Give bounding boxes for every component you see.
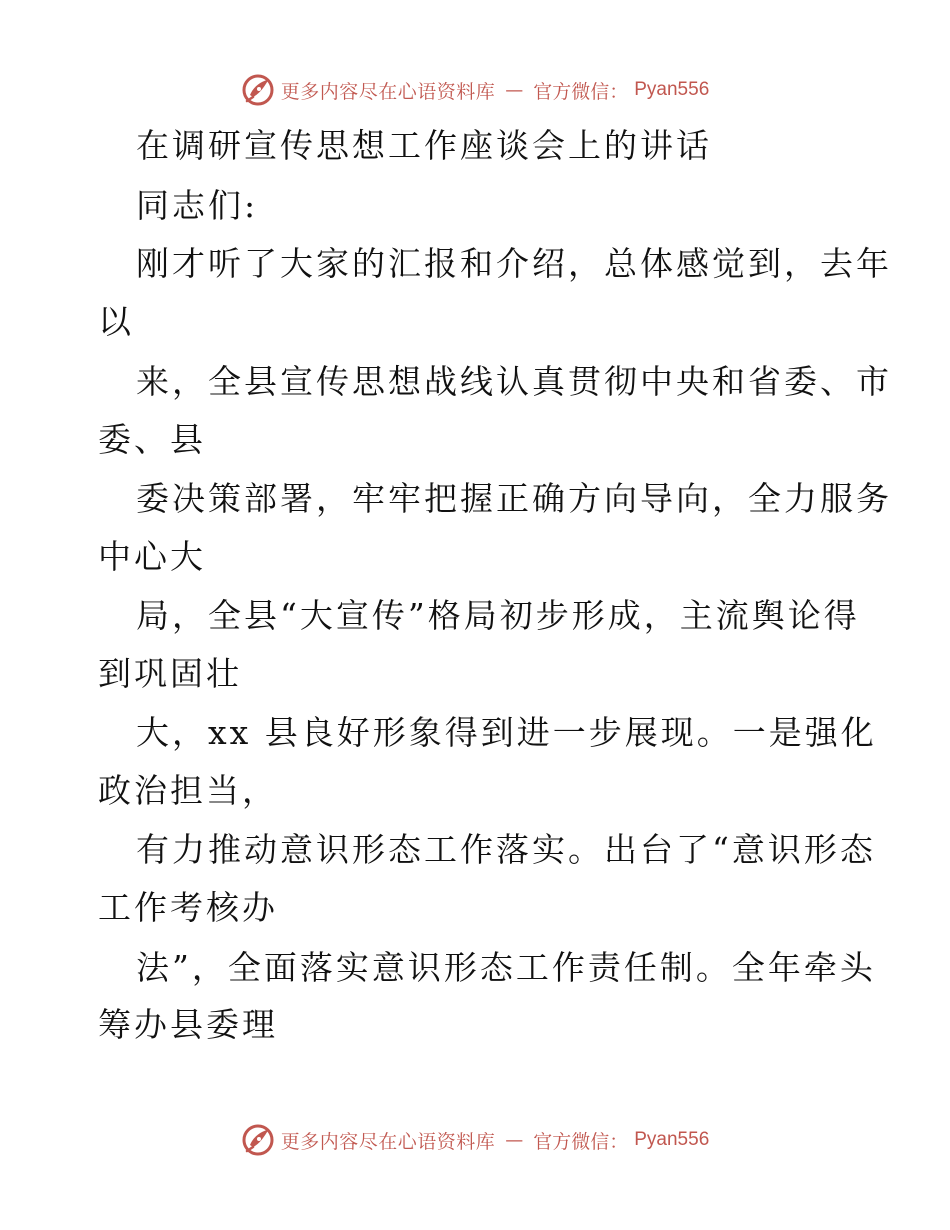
body-line: 委决策部署，牢牢把握正确方向导向，全力服务 [136, 479, 892, 518]
watermark-text: 更多内容尽在心语资料库 [280, 80, 496, 103]
watermark-wechat-id: Pyan556 [634, 79, 710, 100]
body-line: 以 [98, 302, 134, 341]
watermark-wechat-id: Pyan556 [634, 1129, 710, 1150]
body-line: 局，全县“大宣传”格局初步形成，主流舆论得 [136, 596, 860, 635]
body-line: 委、县 [98, 420, 206, 459]
body-line: 法”，全面落实意识形态工作责任制。全年牵头 [136, 948, 876, 987]
body-line: 工作考核办 [98, 888, 278, 927]
watermark-text: 更多内容尽在心语资料库 [280, 1130, 496, 1153]
body-line: 筹办县委理 [98, 1005, 278, 1044]
watermark-dash: — [505, 1129, 524, 1151]
body-line: 到巩固壮 [98, 654, 242, 693]
body-line: 大，xx 县良好形象得到进一步展现。一是强化 [136, 713, 877, 752]
watermark-dash: — [505, 79, 524, 101]
body-line: 有力推动意识形态工作落实。出台了“意识形态 [136, 830, 876, 869]
greeting: 同志们: [136, 186, 259, 225]
footer-watermark [0, 1122, 950, 1158]
pen-nib-logo-icon [241, 73, 275, 107]
body-line: 刚才听了大家的汇报和介绍，总体感觉到，去年 [136, 244, 892, 283]
document-title: 在调研宣传思想工作座谈会上的讲话 [136, 126, 712, 165]
watermark-wechat-label: 官方微信： [533, 1130, 629, 1153]
pen-nib-logo-icon [241, 1123, 275, 1157]
body-line: 中心大 [98, 537, 206, 576]
body-line: 政治担当， [98, 771, 278, 810]
header-watermark [0, 72, 950, 108]
watermark-wechat-label: 官方微信： [533, 80, 629, 103]
body-line: 来，全县宣传思想战线认真贯彻中央和省委、市 [136, 362, 892, 401]
